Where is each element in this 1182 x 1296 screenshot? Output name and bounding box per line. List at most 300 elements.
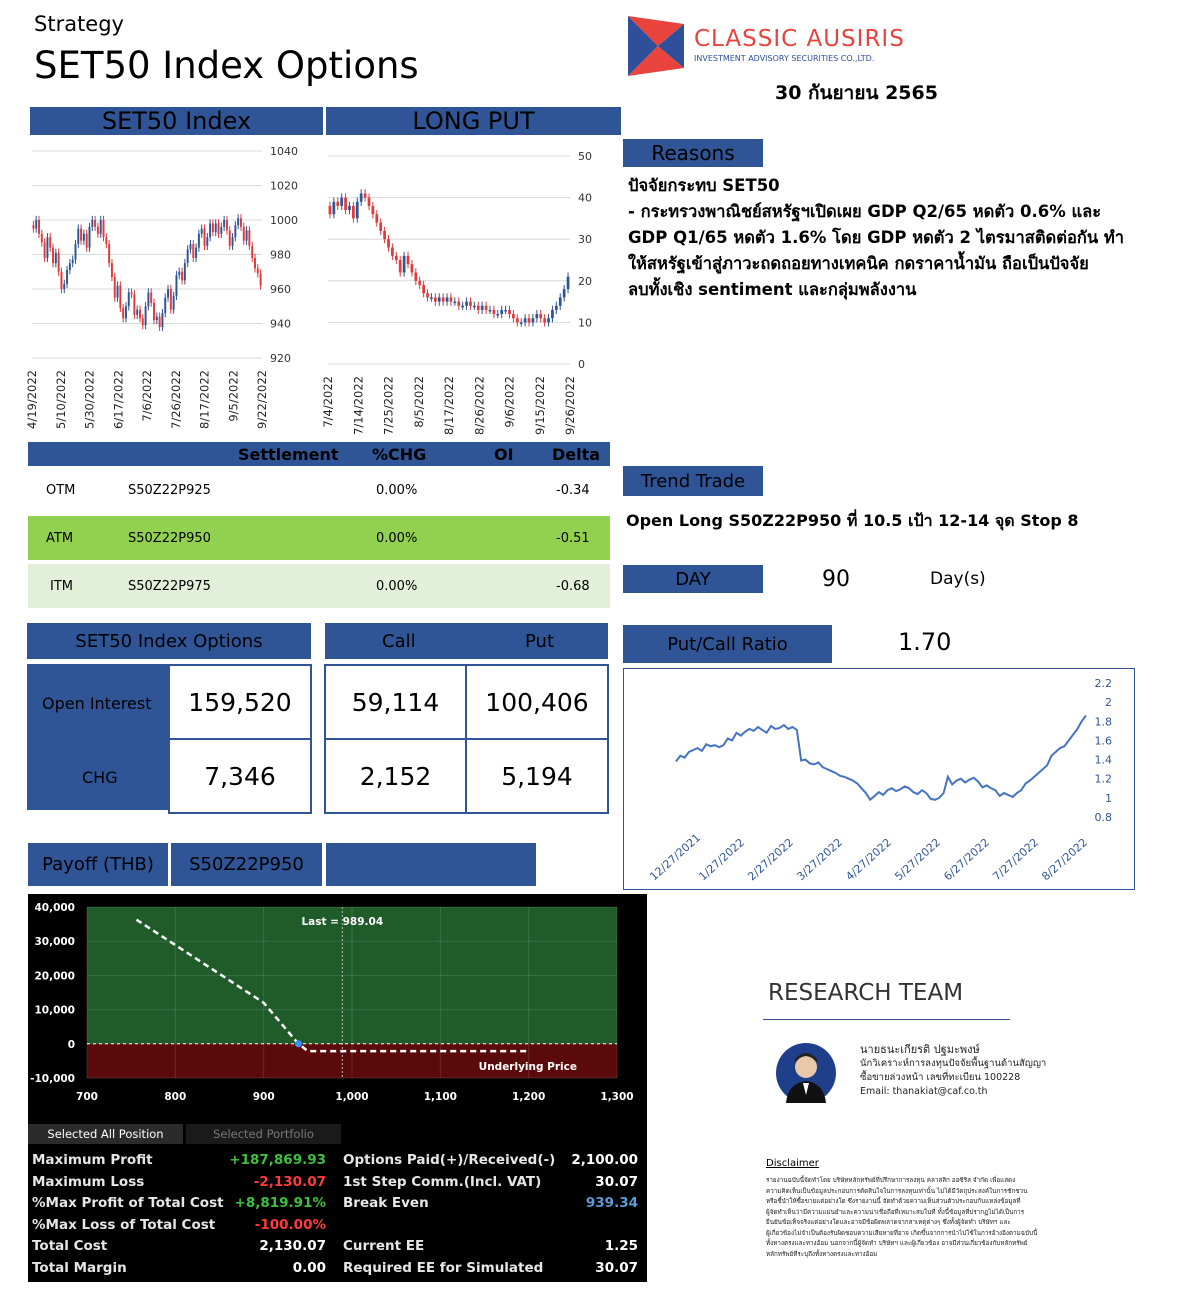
candle-body <box>206 237 208 246</box>
y-tick-label: 20 <box>578 274 592 288</box>
candle-body <box>426 293 429 297</box>
pcr-series-line <box>676 716 1086 800</box>
x-tick-label: 7/26/2022 <box>168 370 183 429</box>
candle-body <box>489 310 492 312</box>
candle-body <box>422 285 425 293</box>
break-even-marker <box>295 1040 302 1047</box>
stat-value: 2,100.00 <box>571 1152 638 1168</box>
candle-body <box>167 289 169 298</box>
candle-body <box>229 230 231 246</box>
y-tick-label: 1000 <box>270 214 298 227</box>
candle-body <box>364 193 367 197</box>
candle-body <box>173 296 175 310</box>
candle-body <box>453 302 456 304</box>
trend-trade-label-box <box>623 466 763 496</box>
y-tick-label: 40 <box>578 191 592 205</box>
reasons-label: Reasons <box>651 141 735 165</box>
oi-total-cell <box>168 664 312 740</box>
candle-body <box>234 225 236 237</box>
disclaimer-line: ยืนยันข้อเท็จจริงแต่อย่างใดและอาจมีข้อผิดพลาดจากสาเหตุต่างๆ ซึ่งทั้งผู้จัดทำ บริษัทฯ และ <box>766 1219 1011 1226</box>
candle-body <box>100 220 102 234</box>
candle-body <box>512 314 515 318</box>
disclaimer-line: ทั้งทางตรงและทางอ้อม นอกจากนี้ผู้จัดทำ บริษัทฯ และผู้เกี่ยวข้อง อาจมีส่วนเกี่ยวข้องกับหลักทรัพย์ <box>766 1240 1028 1247</box>
stat-label: Total Margin <box>32 1259 127 1276</box>
researcher-email: Email: thanakiat@caf.co.th <box>860 1086 988 1097</box>
candle-body <box>383 231 386 239</box>
x-tick-label: 5/30/2022 <box>82 370 97 429</box>
candle-body <box>189 244 191 249</box>
y-tick-label: 1020 <box>270 179 298 193</box>
candle-body <box>114 277 116 298</box>
candle-body <box>178 272 180 275</box>
y-tick-label: 2.2 <box>1094 677 1112 690</box>
x-tick-label: 800 <box>164 1091 187 1103</box>
candle-body <box>103 220 105 237</box>
y-tick-label: 2 <box>1105 696 1112 710</box>
candle-body <box>44 242 46 258</box>
candle-body <box>150 292 152 302</box>
candle-body <box>368 198 371 206</box>
candle-body <box>117 286 119 298</box>
candle-body <box>375 214 378 222</box>
logo-icon <box>628 16 688 76</box>
stat-label: %Max Loss of Total Cost <box>32 1216 216 1233</box>
call-label: Call <box>382 631 416 652</box>
oi-call-value: 59,114 <box>351 687 440 717</box>
pcr-line-chart <box>623 668 1135 890</box>
y-tick-label: 20,000 <box>34 970 75 983</box>
candle-body <box>469 302 472 306</box>
candle-body <box>52 248 54 264</box>
candle-body <box>500 310 503 314</box>
candle-body <box>473 306 476 308</box>
disclaimer-line: รายงานฉบับนี้จัดทำโดย บริษัทหลักทรัพย์ที่ปรึกษาการลงทุน คลาสสิก ออซิริส จำกัด เพื่อแสดง <box>766 1177 1016 1184</box>
researcher-info <box>860 1043 1046 1099</box>
stat-label: Maximum Loss <box>32 1173 145 1190</box>
day-value: 90 <box>822 567 850 592</box>
disclaimer-line: หรือชี้นำให้ซื้อขายแต่อย่างใด ซึ่งรายงานนี้ จัดทำด้วยความเห็นส่วนตัวประกอบกับแหล่งข้อมูลที่ <box>766 1198 1021 1205</box>
candle-body <box>411 264 414 272</box>
stat-value: 939.34 <box>585 1195 638 1211</box>
day-label: DAY <box>675 568 711 590</box>
candle-body <box>430 297 433 299</box>
candle-body <box>504 310 507 312</box>
y-tick-label: 920 <box>270 352 291 365</box>
candle-body <box>175 275 177 296</box>
y-tick-label: 960 <box>270 283 291 296</box>
x-tick-label: 1/27/2022 <box>696 835 747 884</box>
y-tick-label: 1.6 <box>1094 734 1112 748</box>
researcher-license: ซื้อขายล่วงหน้า เลขที่ทะเบียน 100228 <box>860 1072 1021 1083</box>
candle-body <box>32 225 34 228</box>
stat-label: Total Cost <box>32 1238 108 1254</box>
stat-label: %Max Profit of Total Cost <box>32 1195 224 1211</box>
y-tick-label: 0 <box>578 358 585 371</box>
candle-body <box>251 246 253 258</box>
candle-body <box>532 318 535 322</box>
x-tick-label: 900 <box>252 1091 275 1103</box>
candle-body <box>543 318 546 322</box>
table-row <box>28 564 610 608</box>
row-chg: 0.00% <box>376 531 418 546</box>
x-tick-label: 9/22/2022 <box>255 370 269 429</box>
candle-body <box>477 306 480 310</box>
oi-call-cell <box>324 664 467 740</box>
candle-body <box>438 297 441 301</box>
header-settlement: Settlement <box>238 445 339 464</box>
y-tick-label: 0 <box>67 1038 75 1051</box>
y-tick-label: 30,000 <box>34 936 75 949</box>
set50-chart-title: SET50 Index <box>101 107 252 135</box>
candle-body <box>465 302 468 306</box>
candle-body <box>481 306 484 310</box>
pcr-label-box <box>623 625 832 663</box>
candle-body <box>170 289 172 310</box>
candle-body <box>58 253 60 272</box>
candle-body <box>496 314 499 316</box>
candle-body <box>348 206 351 210</box>
candle-body <box>243 227 245 241</box>
candle-body <box>111 263 113 277</box>
candle-body <box>535 314 538 318</box>
candle-body <box>122 308 124 318</box>
candle-body <box>192 244 194 258</box>
stat-value: 1.25 <box>604 1238 638 1254</box>
candle-body <box>195 248 197 258</box>
candle-body <box>142 318 144 325</box>
x-tick-label: 1,100 <box>423 1091 457 1103</box>
logo-subtitle: INVESTMENT ADVISORY SECURITIES CO.,LTD. <box>694 54 875 63</box>
x-tick-label: 6/27/2022 <box>941 835 992 884</box>
candle-body <box>223 220 225 227</box>
candle-body <box>125 306 127 318</box>
candle-body <box>156 317 158 320</box>
disclaimer-title: Disclaimer <box>766 1158 819 1169</box>
x-tick-label: 4/27/2022 <box>843 835 894 884</box>
candle-body <box>83 234 85 241</box>
y-tick-label: 1.8 <box>1094 715 1112 729</box>
y-tick-label: 980 <box>270 248 291 262</box>
candle-body <box>136 310 138 315</box>
x-tick-label: 7/27/2022 <box>990 835 1041 884</box>
x-tick-label: 8/5/2022 <box>411 376 426 428</box>
candle-body <box>567 277 570 289</box>
researcher-role: นักวิเคราะห์การลงทุนปัจจัยพื้นฐานด้านสัญญา <box>860 1058 1047 1069</box>
candle-body <box>257 268 259 273</box>
candle-body <box>547 318 550 322</box>
row-chg: 0.00% <box>376 483 418 498</box>
payoff-label-box <box>28 843 168 886</box>
set50-chart-header <box>30 107 323 135</box>
x-tick-label: 8/27/2022 <box>1039 835 1090 884</box>
payoff-series: S50Z22P950 <box>189 854 304 875</box>
candle-body <box>450 297 453 301</box>
candle-body <box>108 244 110 263</box>
candle-body <box>91 220 93 227</box>
payoff-series-box <box>171 843 322 886</box>
candle-body <box>105 237 107 244</box>
long-put-chart-title: LONG PUT <box>412 107 535 135</box>
x-tick-label: 8/17/2022 <box>442 376 456 435</box>
candle-body <box>442 297 445 301</box>
candle-body <box>516 318 519 322</box>
stat-label: Break Even <box>343 1195 429 1211</box>
candle-body <box>254 258 256 268</box>
stat-label: Required EE for Simulated <box>343 1259 544 1276</box>
candle-body <box>77 229 79 245</box>
chg-call-cell <box>324 738 467 814</box>
stat-label: Maximum Profit <box>32 1152 153 1168</box>
candle-body <box>563 289 566 297</box>
reasons-line: - กระทรวงพาณิชย์สหรัฐฯเปิดเผย GDP Q2/65 หดตัว 0.6% และ <box>628 202 1102 221</box>
candle-body <box>128 292 130 306</box>
candle-body <box>209 223 211 237</box>
stat-value: -100.00% <box>254 1216 326 1233</box>
chg-call-value: 2,152 <box>359 761 432 791</box>
candle-body <box>260 273 262 285</box>
candle-body <box>139 310 141 319</box>
y-tick-label: 1040 <box>270 145 298 158</box>
x-tick-label: 3/27/2022 <box>794 835 845 884</box>
candle-body <box>55 253 57 263</box>
candle-body <box>164 298 166 314</box>
y-tick-label: 10,000 <box>34 1004 75 1017</box>
chg-put-cell <box>465 738 609 814</box>
stat-label: Options Paid(+)/Received(-) <box>343 1152 556 1168</box>
x-axis-label: Underlying Price <box>478 1061 577 1073</box>
chg-total-cell <box>168 738 312 814</box>
x-tick-label: 8/17/2022 <box>197 370 212 429</box>
trend-trade-text: Open Long S50Z22P950 ที่ 10.5 เป้า 12-14 จุด Stop 8 <box>626 511 1079 530</box>
candle-body <box>493 310 496 314</box>
row-series: S50Z22P925 <box>128 483 211 498</box>
candle-body <box>46 237 48 258</box>
candle-body <box>94 220 96 227</box>
day-label-box <box>623 565 763 593</box>
x-tick-label: 5/10/2022 <box>53 370 68 429</box>
reasons-line: GDP Q1/65 หดตัว 1.6% โดย GDP หดตัว 2 ไตรมาสติดต่อกัน ทำ <box>628 228 1125 247</box>
x-tick-label: 9/6/2022 <box>502 376 517 428</box>
candle-body <box>395 256 398 260</box>
candle-body <box>220 227 222 234</box>
row-moneyness: OTM <box>46 483 76 498</box>
x-tick-label: 2/27/2022 <box>745 835 796 884</box>
tab-selected-all-position[interactable]: Selected All Position <box>28 1124 183 1144</box>
x-tick-label: 7/6/2022 <box>140 370 154 422</box>
pcr-value: 1.70 <box>898 628 952 656</box>
candle-body <box>97 227 99 234</box>
x-tick-label: 1,200 <box>512 1091 546 1103</box>
candle-body <box>508 310 511 314</box>
candle-body <box>418 281 421 285</box>
candle-body <box>539 314 542 318</box>
oi-put-cell <box>465 664 609 740</box>
candle-body <box>184 263 186 280</box>
oi-put-value: 100,406 <box>485 687 589 717</box>
x-tick-label: 7/25/2022 <box>381 376 396 435</box>
candle-body <box>72 260 74 263</box>
candle-body <box>248 230 250 246</box>
stat-value: +187,869.93 <box>229 1152 326 1168</box>
page-title: SET50 Index Options <box>34 44 419 87</box>
x-tick-label: 700 <box>76 1091 98 1103</box>
candle-body <box>414 272 417 280</box>
avatar <box>776 1043 836 1103</box>
table-row <box>28 468 610 512</box>
row-moneyness: ATM <box>46 531 74 546</box>
long-put-chart-header <box>326 107 621 135</box>
candle-body <box>147 292 149 306</box>
candle-body <box>336 202 339 206</box>
candle-body <box>340 198 343 206</box>
stat-value: -2,130.07 <box>253 1173 326 1190</box>
candle-body <box>218 223 220 233</box>
row-chg: 0.00% <box>376 579 418 594</box>
candle-body <box>391 248 394 256</box>
stat-value: 2,130.07 <box>259 1238 326 1254</box>
x-tick-label: 9/15/2022 <box>532 376 547 435</box>
stat-value: +8,819.91% <box>234 1195 326 1211</box>
chg-total-value: 7,346 <box>204 761 276 791</box>
candle-body <box>372 206 375 214</box>
x-tick-label: 1,300 <box>600 1091 634 1103</box>
table-row <box>28 516 610 560</box>
stat-value: 0.00 <box>292 1259 326 1276</box>
candle-body <box>89 227 91 248</box>
candle-body <box>399 260 402 272</box>
payoff-panel <box>28 894 647 1282</box>
payoff-label: Payoff (THB) <box>42 854 154 875</box>
candle-body <box>403 256 406 273</box>
y-tick-label: -10,000 <box>30 1073 75 1085</box>
candle-body <box>246 230 248 240</box>
researcher-name: นายธนะเกียรติ ปฐมะพงษ์ <box>860 1043 980 1056</box>
candle-body <box>360 193 363 201</box>
last-price-label: Last = 989.04 <box>301 916 384 928</box>
candle-body <box>198 234 200 248</box>
header-delta: Delta <box>552 445 601 464</box>
candle-body <box>181 272 183 281</box>
candle-body <box>407 256 410 264</box>
candle-body <box>86 234 88 248</box>
candle-body <box>119 286 121 308</box>
y-tick-label: 10 <box>578 316 592 330</box>
y-tick-label: 1.2 <box>1094 772 1112 786</box>
candle-body <box>237 218 239 225</box>
reasons-label-box <box>623 139 763 167</box>
y-tick-label: 1.4 <box>1094 753 1112 767</box>
row-moneyness: ITM <box>50 579 73 594</box>
candle-body <box>551 310 554 318</box>
candle-body <box>332 202 335 214</box>
oi-summary-title: SET50 Index Options <box>75 630 263 652</box>
reasons-line: ลบทั้งเชิง sentiment และกลุ่มพลังงาน <box>628 280 917 299</box>
x-tick-label: 6/17/2022 <box>111 370 126 429</box>
chg-put-value: 5,194 <box>501 761 573 791</box>
candle-body <box>329 206 332 214</box>
x-tick-label: 1,000 <box>335 1091 369 1103</box>
pcr-label: Put/Call Ratio <box>667 633 788 655</box>
payoff-chart <box>28 894 647 1114</box>
x-tick-label: 9/26/2022 <box>563 376 577 435</box>
oi-total-value: 159,520 <box>188 687 292 717</box>
x-tick-label: 7/4/2022 <box>321 376 335 428</box>
x-tick-label: 4/19/2022 <box>25 370 39 429</box>
candle-body <box>457 302 460 306</box>
company-logo <box>628 16 928 76</box>
long-put-candlestick-chart <box>320 140 620 440</box>
x-tick-label: 7/14/2022 <box>351 376 366 435</box>
y-tick-label: 30 <box>578 233 592 247</box>
disclaimer-line: ความคิดเห็นเป็นข้อมูลประกอบการตัดสินใจในการลงทุนเท่านั้น ไม่ได้มีวัตถุประสงค์ในการชักชวน <box>766 1187 1028 1195</box>
candle-body <box>69 263 71 270</box>
candle-body <box>41 234 43 243</box>
candle-body <box>80 229 82 241</box>
reasons-line: ปัจจัยกระทบ SET50 <box>628 176 780 195</box>
y-tick-label: 0.8 <box>1094 811 1112 824</box>
candle-body <box>204 229 206 246</box>
candle-body <box>232 237 234 246</box>
person-icon <box>776 1043 836 1103</box>
row-series: S50Z22P950 <box>128 531 211 546</box>
candle-body <box>35 220 37 229</box>
candle-body <box>153 303 155 320</box>
disclaimer-line: ผู้จัดทำเห็นว่ามีความแม่นยำและความน่าเชื่อถือที่เหมาะสมในที่ ทั้งนี้ข้อมูลที่ปรากฏไม่ได้เป็นการ <box>766 1208 1025 1216</box>
disclaimer-line: ผู้เกี่ยวข้องไม่จำเป็นต้องรับผิดชอบความเสียหายที่อาจ เกิดขึ้นจากการนำไปใช้ในการอ้างอิงตามฉบับนี้ <box>766 1229 1038 1237</box>
x-tick-label: 9/5/2022 <box>226 370 241 422</box>
open-interest-label-box <box>27 664 168 810</box>
y-tick-label: 50 <box>578 150 592 163</box>
candle-body <box>226 220 228 230</box>
row-delta: -0.34 <box>556 483 590 498</box>
tab-selected-portfolio[interactable]: Selected Portfolio <box>186 1124 341 1144</box>
candle-body <box>159 317 161 327</box>
candle-body <box>161 313 163 327</box>
candle-body <box>187 249 189 263</box>
logo-name: CLASSIC AUSIRIS <box>694 26 905 52</box>
candle-body <box>520 322 523 324</box>
x-tick-label: 8/26/2022 <box>472 376 487 435</box>
strategy-label: Strategy <box>34 12 124 36</box>
candle-body <box>215 223 217 232</box>
header-oi: OI <box>494 445 514 464</box>
y-tick-label: 40,000 <box>34 902 75 914</box>
y-tick-label: 940 <box>270 317 291 331</box>
candle-body <box>434 297 437 301</box>
row-series: S50Z22P975 <box>128 579 211 594</box>
stat-label: Current EE <box>343 1238 425 1254</box>
candle-body <box>352 206 355 218</box>
candle-body <box>240 218 242 227</box>
payoff-blank-box <box>326 843 536 886</box>
candle-body <box>74 244 76 260</box>
open-interest-label: Open Interest <box>42 694 152 713</box>
candle-body <box>201 229 203 234</box>
candle-body <box>555 306 558 310</box>
header-chg: %CHG <box>372 445 427 464</box>
disclaimer-line: หลักทรัพย์ที่ระบุถึงทั้งทางตรงและทางอ้อม <box>766 1250 878 1258</box>
disclaimer-text <box>766 1176 1066 1260</box>
candle-body <box>66 270 68 284</box>
candle-body <box>559 297 562 305</box>
trend-trade-label: Trend Trade <box>640 470 746 492</box>
oi-summary-title-box <box>27 623 311 659</box>
put-label: Put <box>525 631 555 652</box>
candle-body <box>379 223 382 231</box>
row-delta: -0.51 <box>556 531 590 546</box>
candle-body <box>446 297 449 301</box>
research-divider <box>763 1019 1010 1020</box>
